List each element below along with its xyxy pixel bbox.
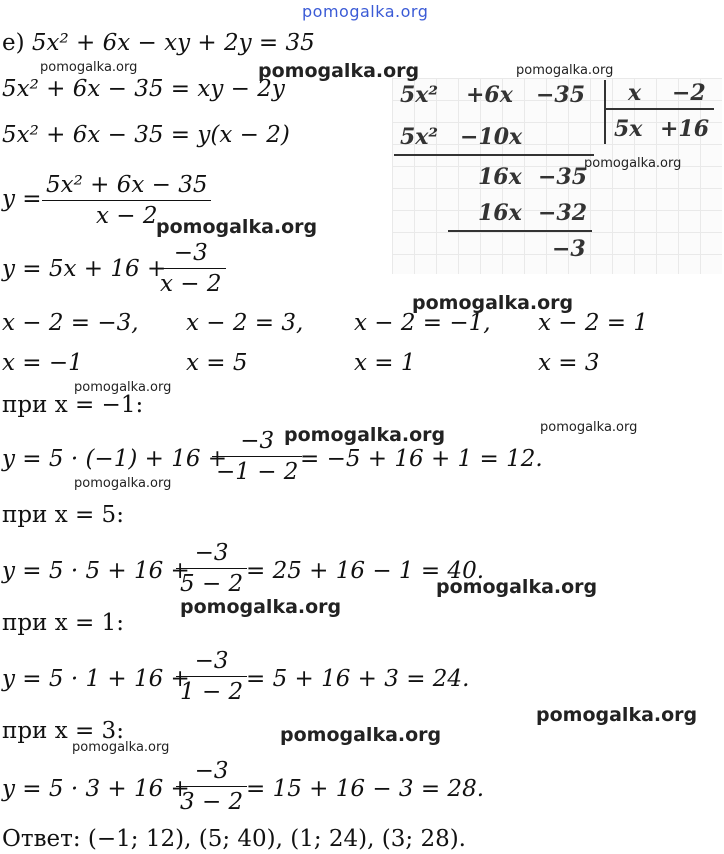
ld-line-1 <box>394 154 594 156</box>
eval-4-label: при x = 3: <box>2 718 124 744</box>
case-eq-1: x − 2 = −3, <box>2 310 139 336</box>
step-4-fraction <box>156 240 226 297</box>
ld-divider-vertical <box>604 80 606 144</box>
step-4-denominator: x − 2 <box>156 268 226 297</box>
eval-2-label: при x = 5: <box>2 502 124 528</box>
watermark: pomogalka.org <box>284 424 446 446</box>
eval-1-denominator: −1 − 2 <box>212 456 302 485</box>
ld-quotient-b: +16 <box>660 116 710 142</box>
case-eq-2: x − 2 = 3, <box>186 310 304 336</box>
ld-row1-a: 5x² <box>400 82 439 108</box>
case-sol-1: x = −1 <box>2 350 83 376</box>
eval-3-fraction <box>176 648 247 705</box>
eval-4-fraction <box>176 758 247 815</box>
case-sol-2: x = 5 <box>186 350 248 376</box>
watermark: pomogalka.org <box>536 704 698 726</box>
ld-row3-a: 16x <box>478 164 522 190</box>
case-eq-4: x − 2 = 1 <box>538 310 649 336</box>
ld-quotient-a: 5x <box>614 116 643 142</box>
eval-2-denominator: 5 − 2 <box>176 568 247 597</box>
ld-row3-b: −35 <box>538 164 588 190</box>
eval-3-rhs: = 5 + 16 + 3 = 24. <box>246 666 470 692</box>
problem-label: е) <box>2 30 25 56</box>
watermark: pomogalka.org <box>40 60 138 75</box>
ld-row1-c: −35 <box>536 82 586 108</box>
ld-remainder: −3 <box>552 236 586 262</box>
watermark: pomogalka.org <box>540 420 638 435</box>
ld-row4-a: 16x <box>478 200 522 226</box>
eval-1-rhs: = −5 + 16 + 1 = 12. <box>300 446 543 472</box>
eval-3-denominator: 1 − 2 <box>176 676 247 705</box>
case-sol-4: x = 3 <box>538 350 600 376</box>
eval-3-lhs: y = 5 · 1 + 16 + <box>2 666 190 692</box>
ld-row1-b: +6x <box>466 82 513 108</box>
watermark: pomogalka.org <box>516 63 614 78</box>
eval-1-label: при x = −1: <box>2 392 144 418</box>
problem-equation <box>2 32 315 55</box>
step-4-numerator: −3 <box>173 240 208 266</box>
watermark: pomogalka.org <box>412 292 574 314</box>
eval-4-lhs: y = 5 · 3 + 16 + <box>2 776 190 802</box>
step-1: 5x² + 6x − 35 = xy − 2y <box>2 76 285 102</box>
eval-1-numerator: −3 <box>240 428 275 454</box>
eval-2-rhs: = 25 + 16 − 1 = 40. <box>246 558 485 584</box>
step-3-lhs: y = <box>2 186 42 212</box>
answer: Ответ: (−1; 12), (5; 40), (1; 24), (3; 28). <box>2 826 466 852</box>
ld-divider-horizontal <box>606 108 714 110</box>
watermark: pomogalka.org <box>74 476 172 491</box>
watermark-top: pomogalka.org <box>302 2 429 21</box>
ld-divisor-b: −2 <box>672 80 706 106</box>
step-2: 5x² + 6x − 35 = y(x − 2) <box>2 122 290 148</box>
ld-line-2 <box>448 230 592 232</box>
ld-row2-b: −10x <box>460 124 523 150</box>
step-4-lhs: y = 5x + 16 + <box>2 256 167 282</box>
eval-4-numerator: −3 <box>194 758 229 784</box>
eval-3-label: при x = 1: <box>2 610 124 636</box>
case-eq-3: x − 2 = −1, <box>354 310 491 336</box>
watermark: pomogalka.org <box>156 216 318 238</box>
watermark: pomogalka.org <box>436 576 598 598</box>
watermark: pomogalka.org <box>74 380 172 395</box>
step-3-denominator: x − 2 <box>42 200 211 229</box>
eval-2-lhs: y = 5 · 5 + 16 + <box>2 558 190 584</box>
eval-2-fraction <box>176 540 247 597</box>
ld-row2-a: 5x² <box>400 124 439 150</box>
problem-text: 5x² + 6x − xy + 2y = 35 <box>31 30 315 56</box>
ld-row4-b: −32 <box>538 200 588 226</box>
eval-2-numerator: −3 <box>194 540 229 566</box>
watermark: pomogalka.org <box>258 60 420 82</box>
watermark: pomogalka.org <box>72 740 170 755</box>
watermark: pomogalka.org <box>584 156 682 171</box>
eval-3-numerator: −3 <box>194 648 229 674</box>
step-3-numerator: 5x² + 6x − 35 <box>46 172 208 198</box>
watermark: pomogalka.org <box>180 596 342 618</box>
case-sol-3: x = 1 <box>354 350 416 376</box>
eval-1-lhs: y = 5 · (−1) + 16 + <box>2 446 228 472</box>
eval-4-rhs: = 15 + 16 − 3 = 28. <box>246 776 485 802</box>
watermark: pomogalka.org <box>280 724 442 746</box>
ld-divisor-a: x <box>628 80 642 106</box>
eval-4-denominator: 3 − 2 <box>176 786 247 815</box>
